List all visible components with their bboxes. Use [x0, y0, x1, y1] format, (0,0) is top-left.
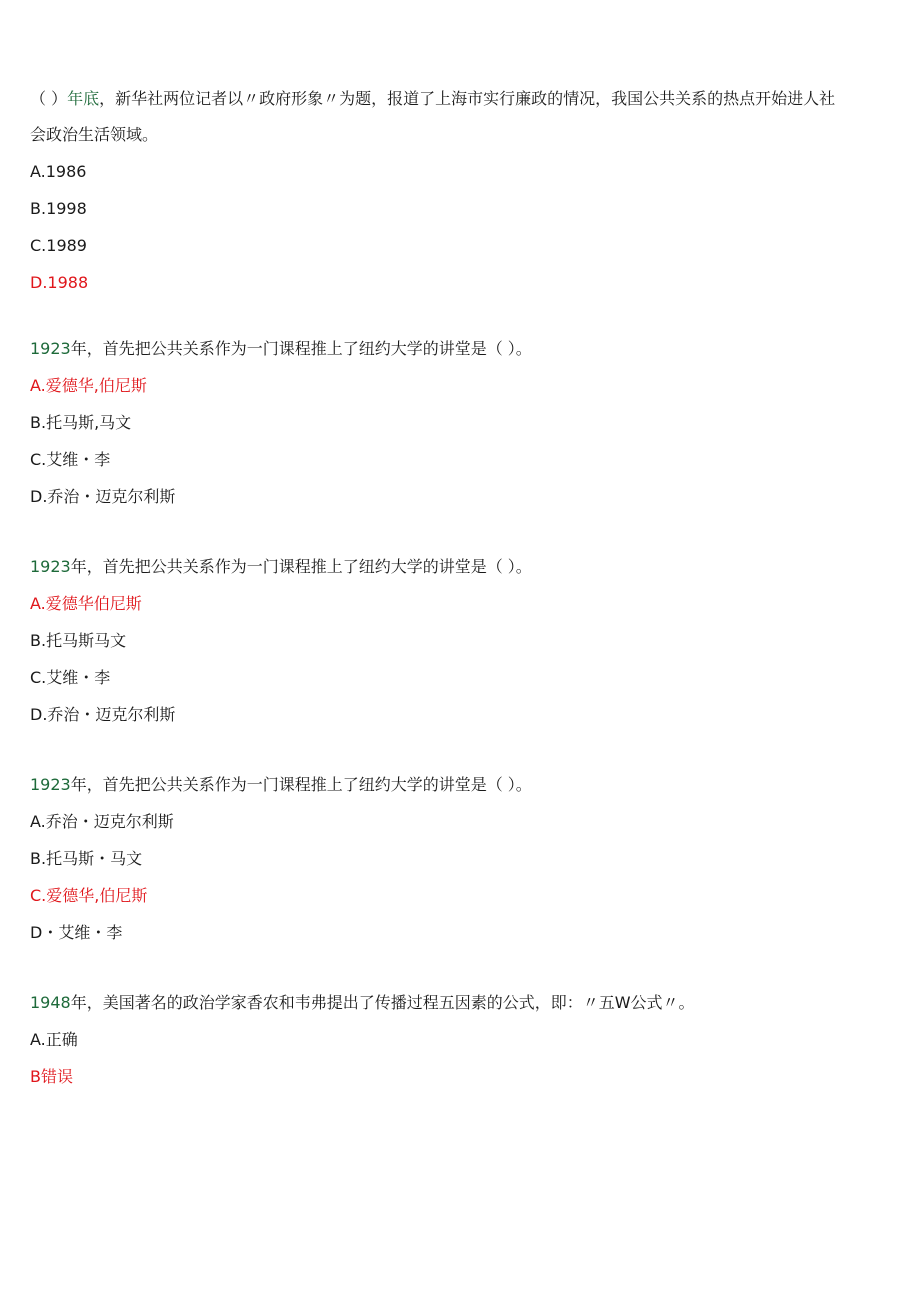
question-3: [30, 549, 890, 733]
stem-year: 1923: [30, 339, 71, 358]
question-2: [30, 331, 890, 515]
option-b: B.1998: [30, 199, 87, 218]
option-d: D・艾维・李: [30, 923, 123, 942]
stem-highlight: 年底: [67, 89, 100, 108]
stem-year: 1923: [30, 775, 71, 794]
option-d-correct: D.1988: [30, 273, 89, 292]
option-b: B.托马斯・马文: [30, 849, 143, 868]
question-stem: [30, 985, 890, 1021]
question-stem-continued: 会政治生活领域。: [30, 125, 159, 144]
question-stem: [30, 549, 890, 585]
option-b: B.托马斯,马文: [30, 413, 132, 432]
option-b-correct: B错误: [30, 1067, 73, 1086]
stem-text: 年，首先把公共关系作为一门课程推上了纽约大学的讲堂是（ ）。: [70, 557, 532, 576]
option-d: D.乔治・迈克尔利斯: [30, 487, 176, 506]
stem-text: 年，首先把公共关系作为一门课程推上了纽约大学的讲堂是（ ）。: [70, 339, 532, 358]
option-b: B.托马斯马文: [30, 631, 127, 650]
question-4: [30, 767, 890, 951]
option-a: A.1986: [30, 162, 87, 181]
stem-year: 1923: [30, 557, 71, 576]
stem-text: ，新华社两位记者以〃政府形象〃为题，报道了上海市实行廉政的情况，我国公共关系的热点开始进人社: [99, 89, 836, 108]
stem-year: 1948: [30, 993, 71, 1012]
stem-text: 年，首先把公共关系作为一门课程推上了纽约大学的讲堂是（ ）。: [70, 775, 532, 794]
question-stem: [30, 767, 890, 803]
question-1: [30, 81, 890, 301]
stem-prefix: （ ）: [30, 89, 68, 108]
option-d: D.乔治・迈克尔利斯: [30, 705, 176, 724]
option-c-correct: C.爱德华,伯尼斯: [30, 886, 148, 905]
option-c: C.艾维・李: [30, 668, 111, 687]
option-c: C.艾维・李: [30, 450, 111, 469]
option-a: A.乔治・迈克尔利斯: [30, 812, 174, 831]
question-stem: [30, 331, 890, 367]
option-a-correct: A.爱德华,伯尼斯: [30, 376, 147, 395]
question-5: [30, 985, 890, 1095]
question-stem: [30, 81, 890, 117]
option-a: A.正确: [30, 1030, 78, 1049]
option-c: C.1989: [30, 236, 87, 255]
option-a-correct: A.爱德华伯尼斯: [30, 594, 142, 613]
stem-text: 年，美国著名的政治学家香农和韦弗提出了传播过程五因素的公式，即：〃五W公式〃。: [70, 993, 695, 1012]
